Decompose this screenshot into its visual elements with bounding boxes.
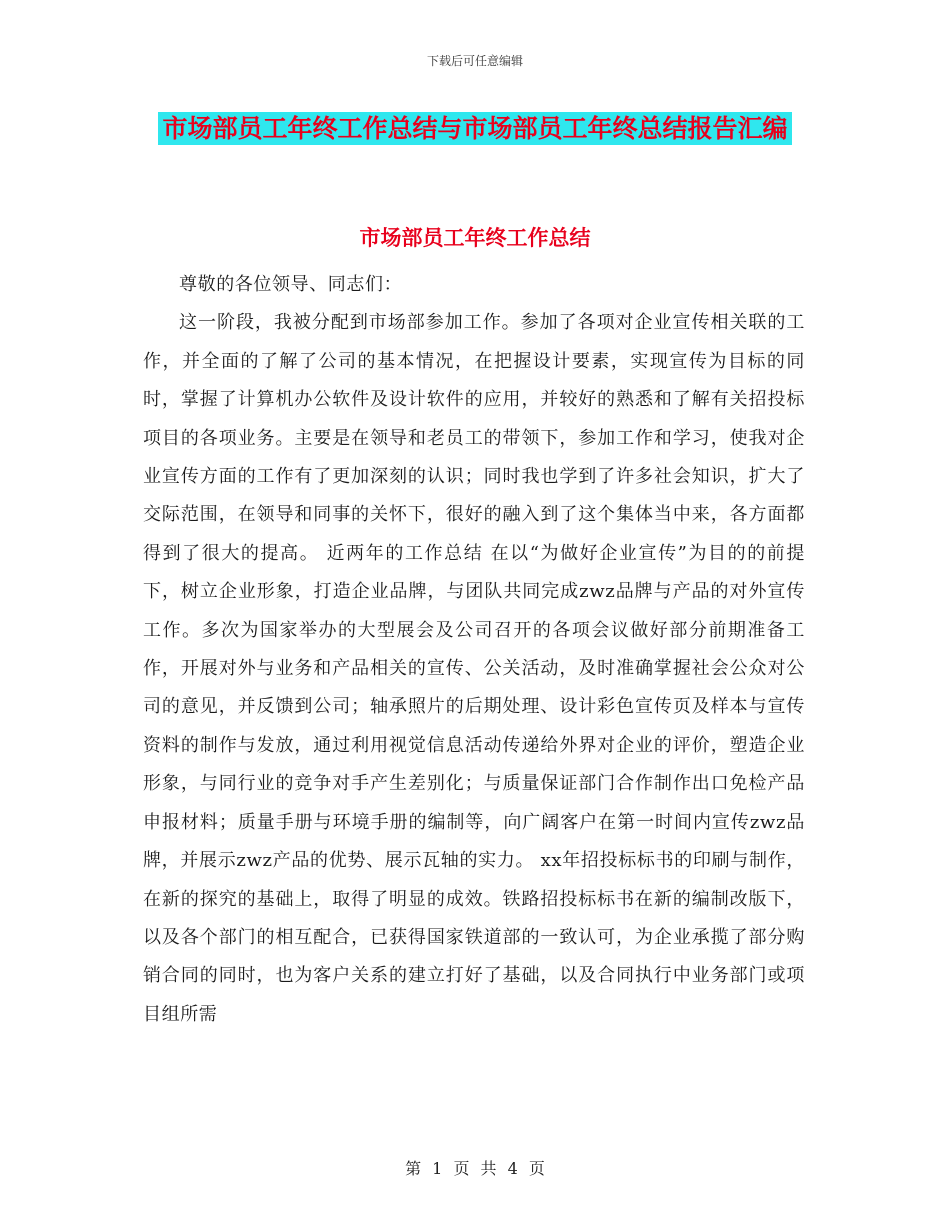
document-title-text: 市场部员工年终工作总结与市场部员工年终总结报告汇编 [158,112,791,145]
page-footer: 第 1 页 共 4 页 [405,1159,545,1178]
section-title: 市场部员工年终工作总结 [359,225,591,250]
document-title [150,106,800,152]
body-paragraph: 这一阶段，我被分配到市场部参加工作。参加了各项对企业宣传相关联的工作，并全面的了解了公司的基本情况，在把握设计要素，实现宣传为目标的同时，掌握了计算机办公软件及设计软件的应用，并较好的熟悉和了解有关招投标项目的各项业务。主要是在领导和老员工的带领下，参加工作和学习，使我对企业宣传方面的工作有了更加深刻的认识；同时我也学到了许多社会知识，扩大了交际范围，在领导和同事的关怀下，很好的融入到了这个集体当中来，各方面都得到了很大的提高。 近两年的工作总结 在以“为做好企业宣传”为目的的前提下，树立企业形象，打造企业品牌，与团队共同完成zwz品牌与产品的对外宣传工作。多次为国家举办的大型展会及公司召开的各项会议做好部分前期准备工作，开展对外与业务和产品相关的宣传、公关活动，及时准确掌握社会公众对公司的意见，并反馈到公司；轴承照片的后期处理、设计彩色宣传页及样本与宣传资料的制作与发放，通过利用视觉信息活动传递给外界对企业的评价，塑造企业形象，与同行业的竞争对手产生差别化；与质量保证部门合作制作出口免检产品申报材料；质量手册与环境手册的编制等，向广阔客户在第一时间内宣传zwz品牌，并展示zwz产品的优势、展示瓦轴的实力。 xx年招投标标书的印刷与制作，在新的探究的基础上，取得了明显的成效。铁路招投标标书在新的编制改版下，以及各个部门的相互配合，已获得国家铁道部的一致认可，为企业承揽了部分购销合同的同时，也为客户关系的建立打好了基础，以及合同执行中业务部门或项目组所需 [143,312,805,1025]
document-body [143,266,805,1034]
page-header-note: 下载后可任意编辑 [426,54,523,68]
salutation: 尊敬的各位领导、同志们： [179,274,403,295]
